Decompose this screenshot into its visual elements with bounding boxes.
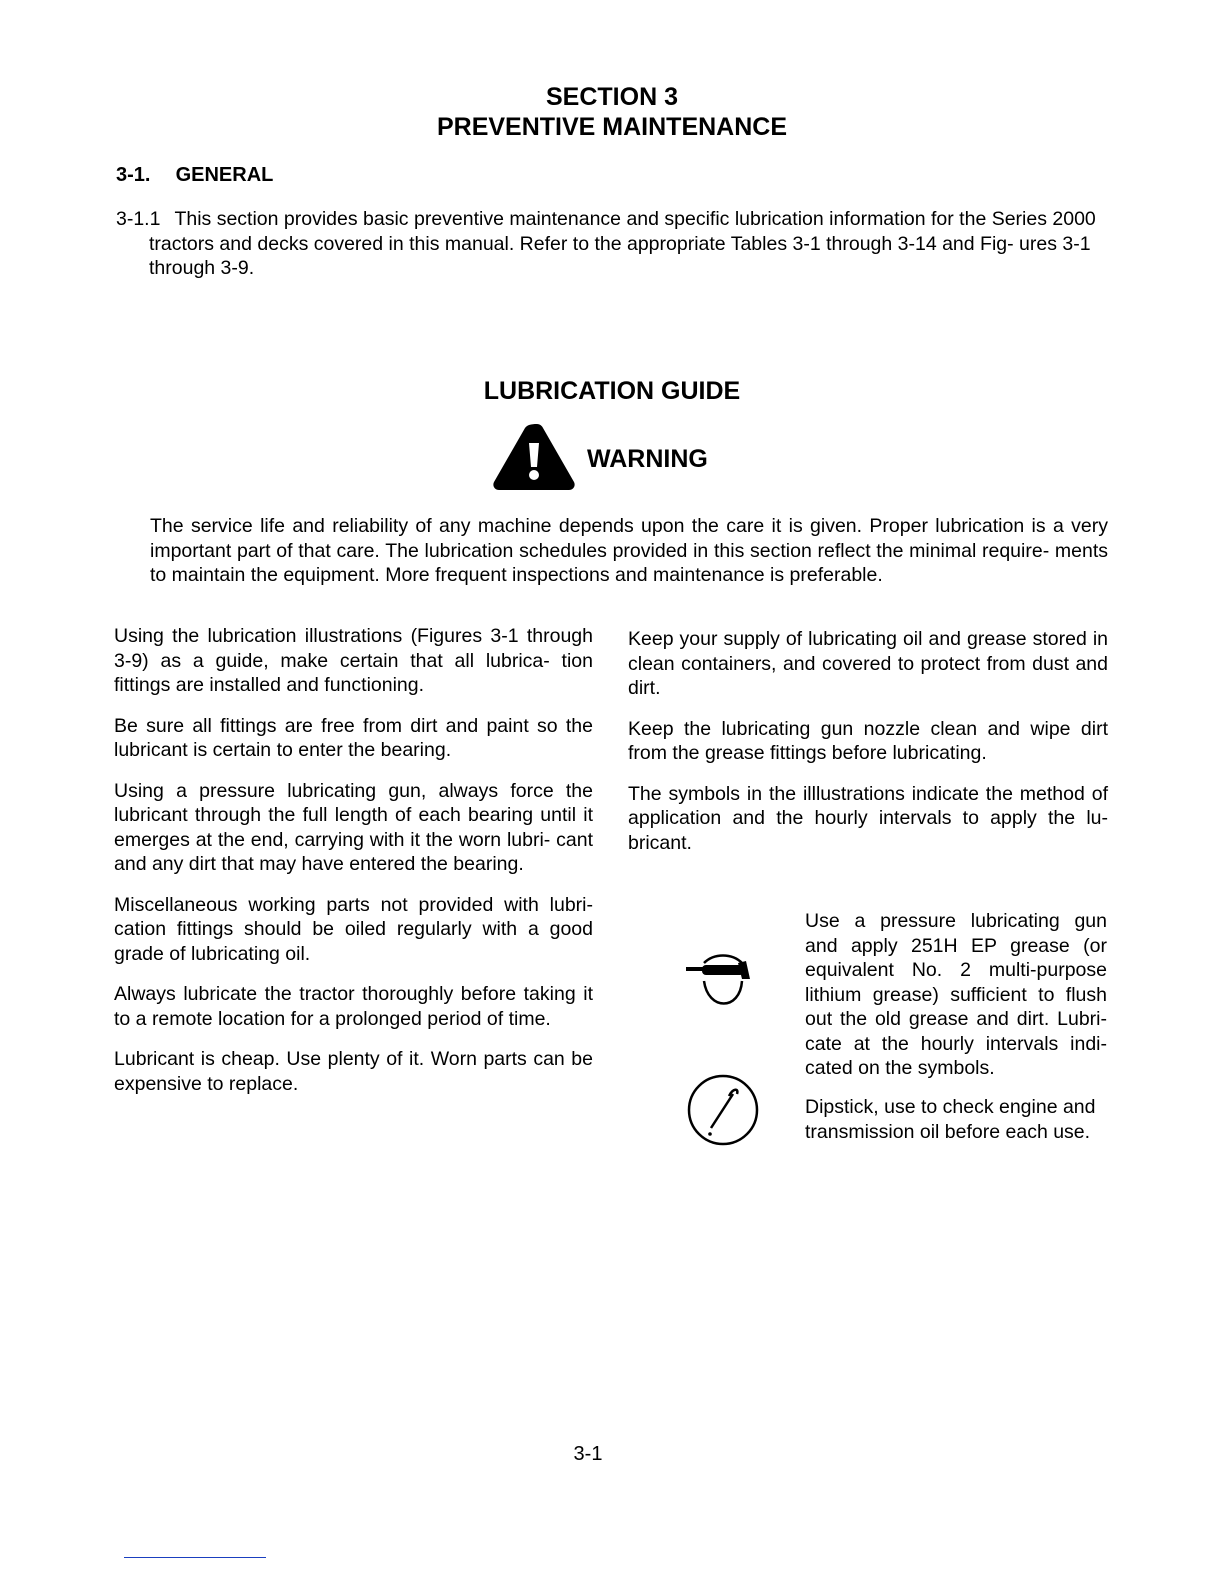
section-number: SECTION 3 [546, 83, 678, 111]
margin-link-line [124, 1557, 266, 1558]
warning-block [491, 420, 751, 492]
page-number: 3-1 [573, 1443, 603, 1465]
right-paragraph: Keep your supply of lubricating oil and grease stored in clean containers, and covered to protect from dust and dirt. [628, 628, 1108, 699]
left-paragraph: Lubricant is cheap. Use plenty of it. Worn parts can be expensive to replace. [114, 1048, 593, 1095]
warning-text: The service life and reliability of any machine depends upon the care it is given. Proper lubrication is a very important part of that care. The lubrication schedules provided in this section reflect the minimal require- ments to maintain the equipment. More frequent inspections and maintenance is preferable. [150, 515, 1108, 586]
lubrication-guide-title: LUBRICATION GUIDE [483, 377, 741, 405]
left-paragraph: Always lubricate the tractor thoroughly before taking it to a remote location for a prolonged period of time. [114, 983, 593, 1030]
grease-symbol-text: Use a pressure lubricating gun and apply 251H EP grease (or equivalent No. 2 multi-purpose lithium grease) sufficient to flush out the old grease and dirt. Lubri- cate at the hourly intervals indi- cated on the symbols. [805, 910, 1107, 1079]
general-para-text: This section provides basic preventive maintenance and specific lubrication information for the Series 2000 tractors and decks covered in this manual. Refer to the appropriate Tables 3-1 through 3-14 and Fig- ures 3-1 through 3-9. [149, 208, 1096, 279]
general-heading-label: GENERAL [175, 164, 274, 186]
left-paragraph: Using a pressure lubricating gun, always force the lubricant through the full length of each bearing until it emerges at the end, carrying with it the worn lubri- cant and any dirt that may have entered the bearing. [114, 779, 593, 875]
warning-triangle-icon [491, 420, 577, 492]
general-paragraph [116, 207, 1111, 281]
left-paragraph: Be sure all fittings are free from dirt and paint so the lubricant is certain to enter the bearing. [114, 714, 593, 761]
right-column [628, 627, 1108, 871]
left-column [114, 624, 593, 1112]
dipstick-icon [685, 1072, 765, 1152]
general-heading [116, 164, 273, 187]
grease-gun-icon [680, 945, 770, 1025]
general-heading-number: 3-1. [116, 164, 151, 186]
warning-label: WARNING [587, 445, 708, 473]
general-para-number: 3-1.1 [116, 208, 161, 230]
dipstick-symbol-text: Dipstick, use to check engine and transmission oil before each use. [805, 1096, 1096, 1143]
left-paragraph: Miscellaneous working parts not provided with lubri- cation fittings should be oiled regularly with a good grade of lubricating oil. [114, 893, 593, 965]
left-paragraph: Using the lubrication illustrations (Figures 3-1 through 3-9) as a guide, make certain that all lubrica- tion fittings are installed and functioning. [114, 625, 593, 696]
section-title: PREVENTIVE MAINTENANCE [436, 113, 788, 141]
right-paragraph: Keep the lubricating gun nozzle clean and wipe dirt from the grease fittings before lubricating. [628, 717, 1108, 764]
right-paragraph: The symbols in the illlustrations indicate the method of application and the hourly intervals to apply the lu- bricant. [628, 782, 1108, 854]
